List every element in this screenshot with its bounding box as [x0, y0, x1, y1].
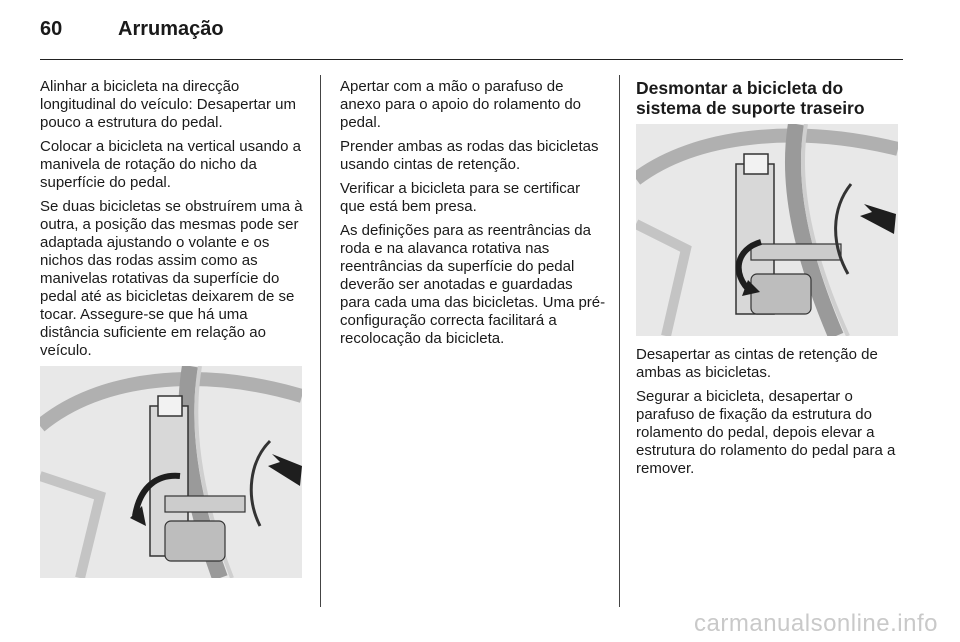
paragraph: Colocar a bicicleta na vertical usando a manivela de rotação do nicho da superfície do pedal.	[40, 138, 301, 191]
paragraph: Desapertar as cintas de retenção de ambas as bicicletas.	[636, 346, 878, 381]
paragraph: Se duas bicicletas se obstruírem uma à outra, a posição das mesmas pode ser adaptada ajustando o volante e os nichos das rodas assim como as manivelas rotativas da superfície do pedal até as bicicletas deixarem de se tocar. Assegure-se que há uma distância suficiente em relação ao veículo.	[40, 198, 303, 359]
section-heading: Desmontar a bicicleta do sistema de suporte traseiro	[636, 78, 865, 118]
column-divider-2	[619, 75, 620, 607]
paragraph: Verificar a bicicleta para se certificar que está bem presa.	[340, 180, 581, 215]
column-3	[636, 78, 906, 484]
bike-carrier-illustration	[40, 366, 302, 578]
watermark: carmanualsonline.info	[694, 610, 938, 637]
page-number: 60	[40, 18, 63, 40]
paragraph: Segurar a bicicleta, desapertar o parafuso de fixação da estrutura do rolamento do pedal, depois elevar a estrutura do rolamento do pedal para a remover.	[636, 388, 896, 477]
bike-carrier-illustration	[636, 124, 898, 336]
column-divider-1	[320, 75, 321, 607]
pedal-holder-drawing	[40, 366, 302, 578]
page-title: Arrumação	[118, 18, 224, 40]
paragraph: Prender ambas as rodas das bicicletas usando cintas de retenção.	[340, 138, 599, 173]
paragraph: As definições para as reentrâncias da roda e na alavanca rotativa nas reentrâncias da superfície do pedal deverão ser anotadas e guardadas para cada uma das bicicletas. Uma pré-configuração correcta facilitará a recolocação da bicicleta.	[340, 222, 606, 347]
header-rule	[40, 59, 903, 60]
column-2	[340, 78, 606, 354]
paragraph: Alinhar a bicicleta na direcção longitudinal do veículo: Desapertar um pouco a estrutura do pedal.	[40, 78, 296, 131]
pedal-holder-drawing	[636, 124, 898, 336]
page-header	[40, 18, 224, 41]
paragraph: Apertar com a mão o parafuso de anexo para o apoio do rolamento do pedal.	[340, 78, 582, 131]
column-1	[40, 78, 308, 578]
